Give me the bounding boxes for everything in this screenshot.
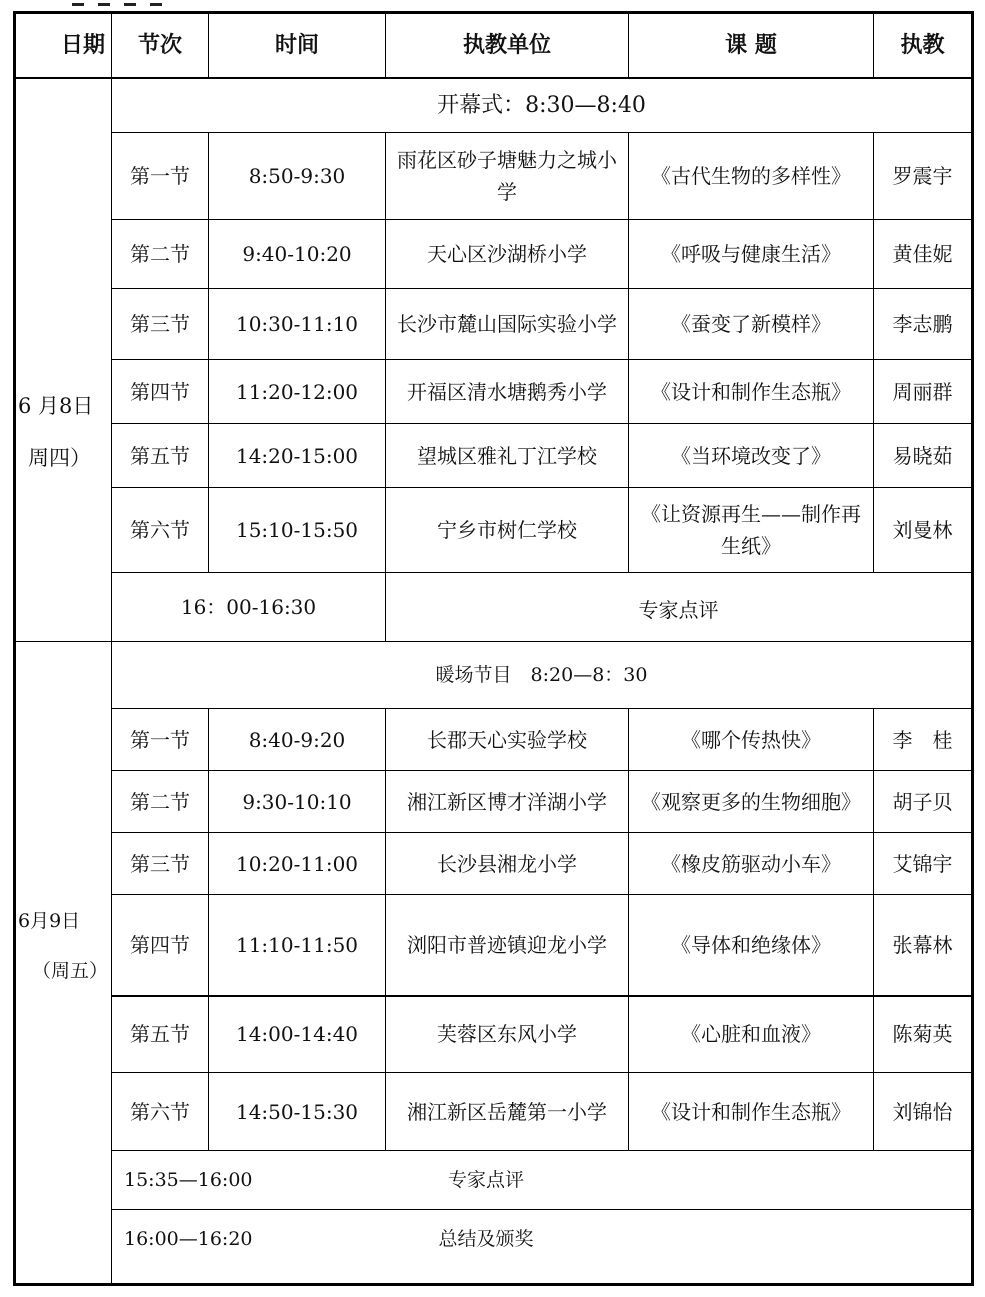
day1-row-1-time: 8:50-9:30: [248, 164, 346, 188]
day1-row-4-teacher: 周丽群: [892, 379, 953, 404]
day2-row-5-school: 芙蓉区东风小学: [437, 1022, 577, 1046]
day2-review-time: 15:35—16:00: [124, 1169, 253, 1191]
day2-row-5-topic: 《心脏和血液》: [681, 1022, 821, 1046]
day1-row-6-period: 第六节: [130, 518, 190, 542]
day2-row-2-time: 9:30-10:10: [242, 789, 352, 814]
day1-row-5-topic: 《当环境改变了》: [671, 443, 831, 468]
day1-row-1-teacher: 罗震宇: [892, 164, 953, 188]
day1-review-label: 专家点评: [638, 598, 719, 622]
day2-row-3-time: 10:20-11:00: [235, 851, 359, 876]
day1-weekday: 周四）: [28, 446, 91, 470]
header-teacher: 执教: [900, 32, 945, 58]
day1-row-5-school: 望城区雅礼丁江学校: [417, 443, 597, 468]
day2-row-3-period: 第三节: [130, 851, 190, 876]
cropped-heading-fragment: [72, 0, 232, 6]
day2-row-3-school: 长沙县湘龙小学: [437, 851, 577, 876]
day2-row-6-time: 14:50-15:30: [235, 1099, 359, 1124]
day2-row-1-teacher: 李 桂: [892, 727, 953, 752]
day2-row-2-period: 第二节: [130, 789, 190, 814]
closing-time: 16:00—16:20: [124, 1228, 253, 1250]
day2-review-label: 专家点评: [447, 1169, 524, 1191]
day2-row-4-school: 浏阳市普迹镇迎龙小学: [407, 933, 607, 957]
day1-row-6-topic: 《让资源再生——制作再生纸》: [641, 502, 861, 558]
day2-row-1-school: 长郡天心实验学校: [427, 727, 587, 752]
day1-row-4-period: 第四节: [130, 379, 190, 404]
day1-row-2-teacher: 黄佳妮: [892, 242, 953, 266]
header-topic: 课 题: [725, 32, 777, 58]
day2-row-4-teacher: 张幕林: [892, 933, 953, 957]
day1-date: 6 月8日: [18, 394, 94, 418]
day1-row-3-time: 10:30-11:10: [235, 312, 359, 336]
day2-row-3-topic: 《橡皮筋驱动小车》: [661, 851, 841, 876]
day1-row-5-period: 第五节: [130, 443, 190, 468]
day1-row-2-time: 9:40-10:20: [242, 242, 352, 266]
header-school: 执教单位: [462, 32, 551, 58]
day2-row-3-teacher: 艾锦宇: [892, 851, 953, 876]
day2-row-1-topic: 《哪个传热快》: [681, 727, 821, 752]
day2-row-4-period: 第四节: [130, 933, 190, 957]
day1-row-6-school: 宁乡市树仁学校: [437, 518, 577, 542]
day1-row-4-school: 开福区清水塘鹅秀小学: [407, 379, 607, 404]
day2-date: 6月9日: [18, 910, 81, 932]
day2-row-4-time: 11:10-11:50: [235, 933, 359, 957]
day2-row-2-teacher: 胡子贝: [892, 789, 953, 814]
day2-row-1-time: 8:40-9:20: [248, 727, 346, 752]
day2-row-1-period: 第一节: [130, 727, 190, 752]
day1-row-4-topic: 《设计和制作生态瓶》: [651, 379, 851, 404]
warmup-program: 暖场节目 8:20—8：30: [435, 664, 648, 686]
day1-row-6-teacher: 刘曼林: [892, 518, 953, 542]
day1-row-2-topic: 《呼吸与健康生活》: [661, 242, 841, 266]
day1-row-1-topic: 《古代生物的多样性》: [651, 164, 851, 188]
day1-row-6-time: 15:10-15:50: [235, 518, 359, 542]
opening-ceremony: 开幕式：8:30—8:40: [437, 92, 646, 118]
day2-row-6-topic: 《设计和制作生态瓶》: [651, 1099, 851, 1124]
header-date: 日期: [60, 32, 105, 58]
header-time: 时间: [274, 32, 319, 58]
day2-row-4-topic: 《导体和绝缘体》: [671, 933, 831, 957]
day2-weekday: （周五）: [32, 960, 109, 982]
day2-row-5-period: 第五节: [130, 1022, 190, 1046]
day2-row-5-teacher: 陈菊英: [892, 1022, 953, 1046]
day2-row-2-school: 湘江新区博才洋湖小学: [407, 789, 607, 814]
schedule-table: [13, 11, 974, 1286]
day1-row-5-teacher: 易晓茹: [892, 443, 953, 468]
closing-label: 总结及颁奖: [438, 1228, 534, 1250]
day1-row-2-school: 天心区沙湖桥小学: [427, 242, 587, 266]
day1-row-3-period: 第三节: [130, 312, 190, 336]
day1-row-3-topic: 《蚕变了新模样》: [671, 312, 831, 336]
day2-row-5-time: 14:00-14:40: [235, 1022, 359, 1046]
day2-row-6-teacher: 刘锦怡: [892, 1099, 953, 1124]
day1-row-1-period: 第一节: [130, 164, 190, 188]
day2-row-6-school: 湘江新区岳麓第一小学: [407, 1099, 607, 1124]
day1-row-3-school: 长沙市麓山国际实验小学: [397, 312, 617, 336]
day2-row-2-topic: 《观察更多的生物细胞》: [641, 789, 861, 814]
day1-row-1-school: 雨花区砂子塘魅力之城小学: [397, 148, 617, 204]
day2-row-6-period: 第六节: [130, 1099, 190, 1124]
day1-row-2-period: 第二节: [130, 242, 190, 266]
day1-row-3-teacher: 李志鹏: [892, 312, 953, 336]
header-period: 节次: [137, 32, 182, 58]
day1-row-5-time: 14:20-15:00: [235, 443, 359, 468]
day1-review-time: 16：00-16:30: [180, 595, 317, 619]
day1-row-4-time: 11:20-12:00: [235, 379, 359, 404]
